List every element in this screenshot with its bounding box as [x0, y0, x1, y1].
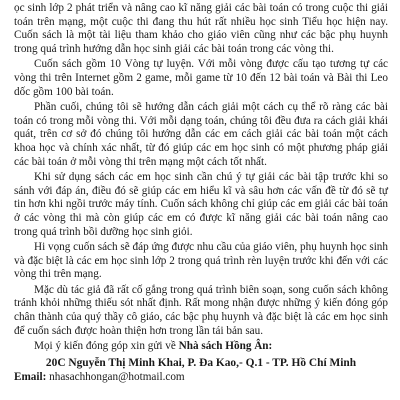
publisher-address: 20C Nguyễn Thị Minh Khai, P. Đa Kao,- Q.1 - TP. Hồ Chí Minh — [45, 356, 357, 369]
paragraph-usage: Khi sử dụng sách các em học sinh cần chú ý tự giải các bài tập trước khi so sánh với đáp án, điều đó sẽ giúp các em hiểu kĩ và sâu hơn các vấn đề từ đó sẽ tự tin hơn khi ngồi trước máy tính. Cuốn sách không chỉ giúp các em giải các bài toán ở các vòng thi mà còn giúp các em có được kĩ năng giải các bài toán nâng cao trong quá trình bồi dưỡng học sinh giỏi. — [14, 171, 388, 238]
email-line — [14, 371, 388, 385]
email-label: Email: — [14, 371, 50, 384]
document-page — [14, 2, 388, 385]
paragraph-structure: Cuốn sách gồm 10 Vòng tự luyện. Với mỗi vòng được cấu tạo tương tự các vòng thi trên Internet gồm 2 game, mỗi game từ 10 đến 12 bài toán và Bài thi Leo dốc gồm 100 bài toán. — [14, 58, 388, 98]
paragraph-intro: ọc sinh lớp 2 phát triển và nâng cao kĩ năng giải các bài toán có trong cuộc thi giải toán trên mạng, một cuộc thi đang thu hút rất nhiều học sinh Tiểu học hiện nay. Cuốn sách là một tài liệu tham khảo cho giáo viên cũng như các bậc phụ huynh trong quá trình hướng dẫn học sinh giải các bài toán trong các vòng thi. — [14, 2, 388, 55]
email-address[interactable]: nhasachhongan@hotmail.com — [49, 371, 185, 384]
paragraph-hope: Hi vọng cuốn sách sẽ đáp ứng được nhu cầu của giáo viên, phụ huynh học sinh và đặc biệt là các em học sinh lớp 2 trong quá trình rèn luyện trước khi đến với các vòng thi trên mạng. — [14, 241, 388, 281]
paragraph-solutions: Phần cuối, chúng tôi sẽ hướng dẫn cách giải một cách cụ thể rõ ràng các bài toán có trong mỗi vòng thi. Với mỗi dạng toán, chúng tôi đều đưa ra cách giải khái quát, trên cơ sở đó chúng tôi hướng dẫn các em cách giải các bài toán một cách khoa học và chính xác nhất, từ đó giúp các em học sinh có một phương pháp giải các bài toán ở mỗi vòng thi trên mạng một cách tốt nhất. — [14, 101, 388, 168]
paragraph-feedback: Mặc dù tác giả đã rất cố gắng trong quá trình biên soạn, song cuốn sách không tránh khỏi những thiếu sót nhất định. Rất mong nhận được những ý kiến đóng góp chân thành của quý thầy cô giáo, các bậc phụ huynh và đặc biệt là các em học sinh để cuốn sách được hoàn thiện hơn trong lần tái bản sau. — [14, 283, 388, 337]
contact-line — [14, 340, 388, 354]
publisher-name: Nhà sách Hồng Ân: — [178, 340, 273, 353]
contact-intro: Mọi ý kiến đóng góp xin gửi về — [34, 340, 179, 353]
